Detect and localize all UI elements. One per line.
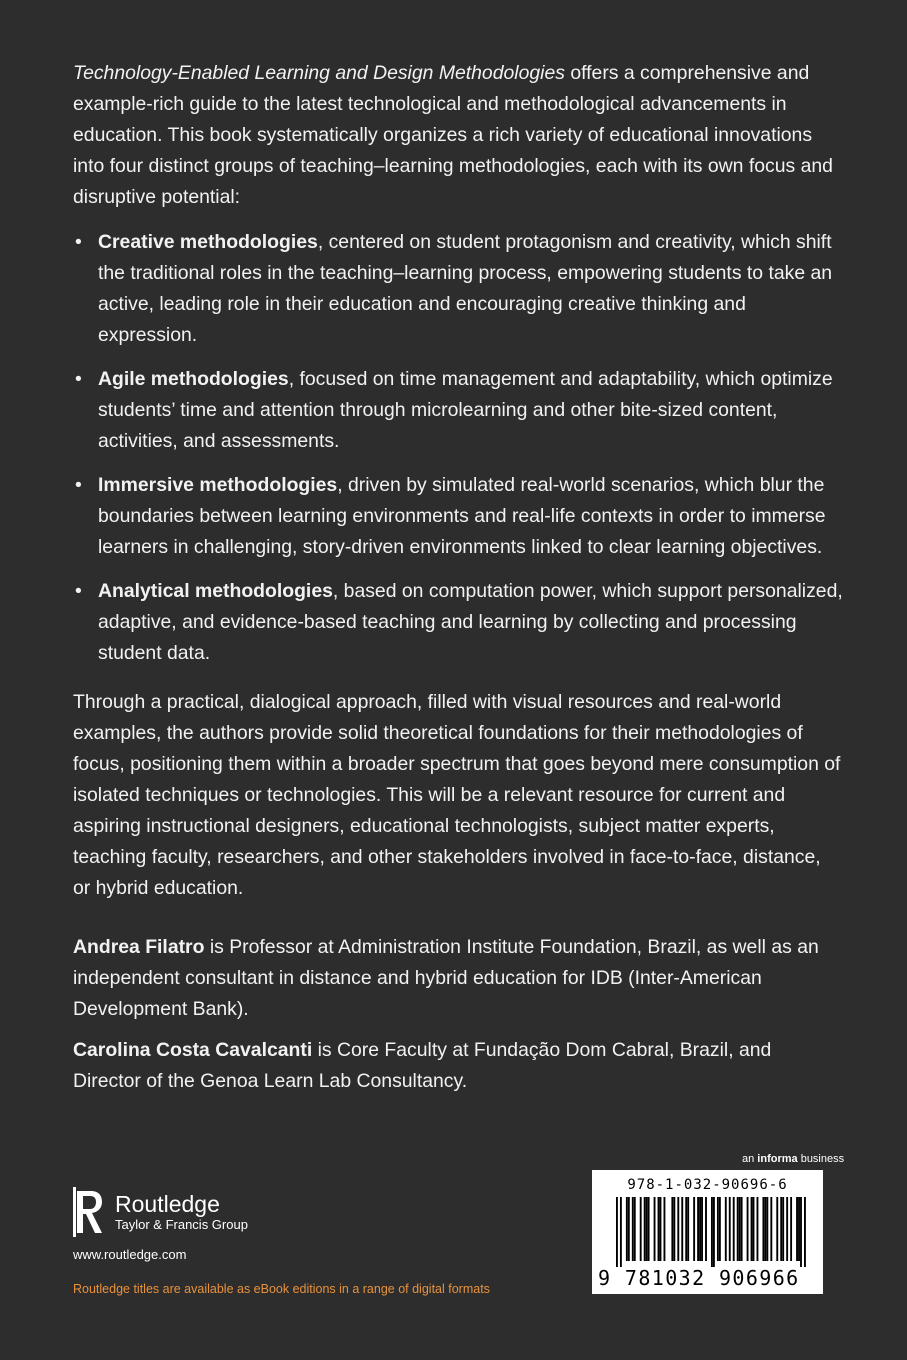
barcode-bar xyxy=(660,1197,662,1261)
routledge-r-icon xyxy=(73,1187,105,1237)
intro-text: offers a comprehensive and example-rich guide to the latest technological and methodological advancements in education. This book systematically organizes a rich variety of educational innovations into four distinct groups of teaching–learning methodologies, each with its own focus and disruptive potential: xyxy=(73,62,833,208)
barcode-bar xyxy=(648,1197,650,1261)
barcode-bar xyxy=(673,1197,675,1261)
method-term: Analytical methodologies xyxy=(98,580,333,602)
barcode-bar xyxy=(796,1197,798,1261)
author-bio-text: is Core Faculty at Fundação Dom Cabral, Brazil, and Director of the Genoa Learn Lab Consultancy. xyxy=(73,1039,772,1092)
barcode-bar xyxy=(719,1197,721,1261)
methodology-list xyxy=(73,227,843,669)
barcode-bar xyxy=(776,1197,778,1261)
list-item xyxy=(73,364,843,457)
method-term: Agile methodologies xyxy=(98,368,289,390)
method-text: , focused on time management and adaptability, which optimize students’ time and attention through microlearning and other bite-sized content, activities, and assessments. xyxy=(98,368,833,452)
barcode-bar xyxy=(729,1197,731,1261)
barcode-bar xyxy=(701,1197,703,1261)
informa-suffix: business xyxy=(797,1153,845,1165)
barcode-bar xyxy=(766,1197,768,1261)
barcode-bar xyxy=(739,1197,741,1261)
bullet: • xyxy=(75,474,82,496)
barcode-bar xyxy=(664,1197,666,1261)
barcode-bar xyxy=(693,1197,695,1261)
method-term: Immersive methodologies xyxy=(98,474,338,496)
informa-prefix: an xyxy=(742,1153,758,1165)
list-item xyxy=(73,470,843,563)
barcode-bar xyxy=(616,1197,618,1267)
barcode-bar xyxy=(790,1197,792,1261)
barcode-bar xyxy=(681,1197,683,1261)
barcode-bar xyxy=(804,1197,806,1267)
author-bio-text: is Professor at Administration Institute Foundation, Brazil, as well as an independent consultant in distance and hybrid education for IDB (Inter-American Development Bank). xyxy=(73,936,819,1020)
publisher-website[interactable]: www.routledge.com xyxy=(73,1247,187,1262)
author-bio xyxy=(73,1035,843,1097)
bullet: • xyxy=(75,368,82,390)
barcode-bar xyxy=(628,1197,630,1261)
method-text: , based on computation power, which support personalized, adaptive, and evidence-based teaching and learning by collecting and processing student data. xyxy=(98,580,843,664)
informa-tagline xyxy=(742,1153,844,1165)
barcode-bar xyxy=(671,1197,673,1261)
method-text: , driven by simulated real-world scenarios, which blur the boundaries between learning environments and real-life contexts in order to immerse learners in challenging, story-driven environments linked to clear learning objectives. xyxy=(98,474,826,558)
publisher-name: Routledge xyxy=(115,1190,220,1217)
barcode-bar xyxy=(658,1197,660,1261)
barcode-bar xyxy=(764,1197,766,1261)
barcode-bar xyxy=(800,1197,802,1267)
barcode-bar xyxy=(782,1197,784,1261)
barcode-bar xyxy=(741,1197,743,1261)
barcode-bar xyxy=(626,1197,628,1261)
barcode-bar xyxy=(751,1197,753,1261)
routledge-logo xyxy=(73,1187,248,1237)
barcode-bar xyxy=(644,1197,646,1261)
list-item xyxy=(73,576,843,669)
ebook-availability-note: Routledge titles are available as eBook editions in a range of digital formats xyxy=(73,1282,490,1296)
barcode-digits: 9 781032 906966 xyxy=(598,1266,800,1290)
barcode-bar xyxy=(632,1197,634,1261)
barcode-bar xyxy=(770,1197,772,1261)
isbn-number: 978-1-032-90696-6 xyxy=(627,1177,788,1193)
informa-brand: informa xyxy=(757,1153,798,1165)
intro-paragraph xyxy=(73,58,843,213)
barcode-bar xyxy=(640,1197,642,1261)
publisher-group: Taylor & Francis Group xyxy=(115,1216,248,1232)
barcode-bar xyxy=(654,1197,656,1261)
isbn-barcode xyxy=(592,1170,823,1294)
barcode-bar xyxy=(699,1197,701,1261)
author-name: Carolina Costa Cavalcanti xyxy=(73,1039,313,1061)
barcode-bar xyxy=(705,1197,707,1261)
barcode-bar xyxy=(620,1197,622,1267)
barcode-bar xyxy=(737,1197,739,1261)
author-name: Andrea Filatro xyxy=(73,936,205,958)
list-item xyxy=(73,227,843,351)
method-term: Creative methodologies xyxy=(98,231,318,253)
barcode-bar xyxy=(687,1197,689,1261)
barcode-bar xyxy=(646,1197,648,1261)
barcode-bar xyxy=(753,1197,755,1261)
closing-paragraph: Through a practical, dialogical approach, filled with visual resources and real-world examples, the authors provide solid theoretical foundations for their methodologies of focus, positioning them within a broader spectrum that goes beyond mere consumption of isolated techniques or technologies. This will be a relevant resource for current and aspiring instructional designers, educational technologists, subject matter experts, teaching faculty, researchers, and other stakeholders involved in face-to-face, distance, or hybrid education. xyxy=(73,691,841,899)
back-cover-text xyxy=(73,58,843,1107)
method-text: , centered on student protagonism and creativity, which shift the traditional roles in the teaching–learning process, empowering students to take an active, leading role in their education and encouraging creative thinking and expression. xyxy=(98,231,833,346)
barcode-bar xyxy=(747,1197,749,1261)
barcode-bar xyxy=(685,1197,687,1261)
book-title: Technology-Enabled Learning and Design Methodologies xyxy=(73,62,565,84)
barcode-bar xyxy=(757,1197,759,1261)
barcode-bar xyxy=(786,1197,788,1261)
barcode-bar xyxy=(798,1197,800,1261)
barcode-bar xyxy=(634,1197,636,1261)
barcode-bar xyxy=(780,1197,782,1261)
author-bio xyxy=(73,932,843,1025)
barcode-bar xyxy=(711,1197,713,1267)
bullet: • xyxy=(75,580,82,602)
barcode-bars xyxy=(616,1197,806,1267)
barcode-bar xyxy=(762,1197,764,1261)
barcode-bar xyxy=(677,1197,679,1261)
bullet: • xyxy=(75,231,82,253)
barcode-bar xyxy=(713,1197,715,1267)
barcode-bar xyxy=(733,1197,735,1261)
barcode-bar xyxy=(697,1197,699,1261)
barcode-bar xyxy=(717,1197,719,1261)
barcode-bar xyxy=(725,1197,727,1261)
